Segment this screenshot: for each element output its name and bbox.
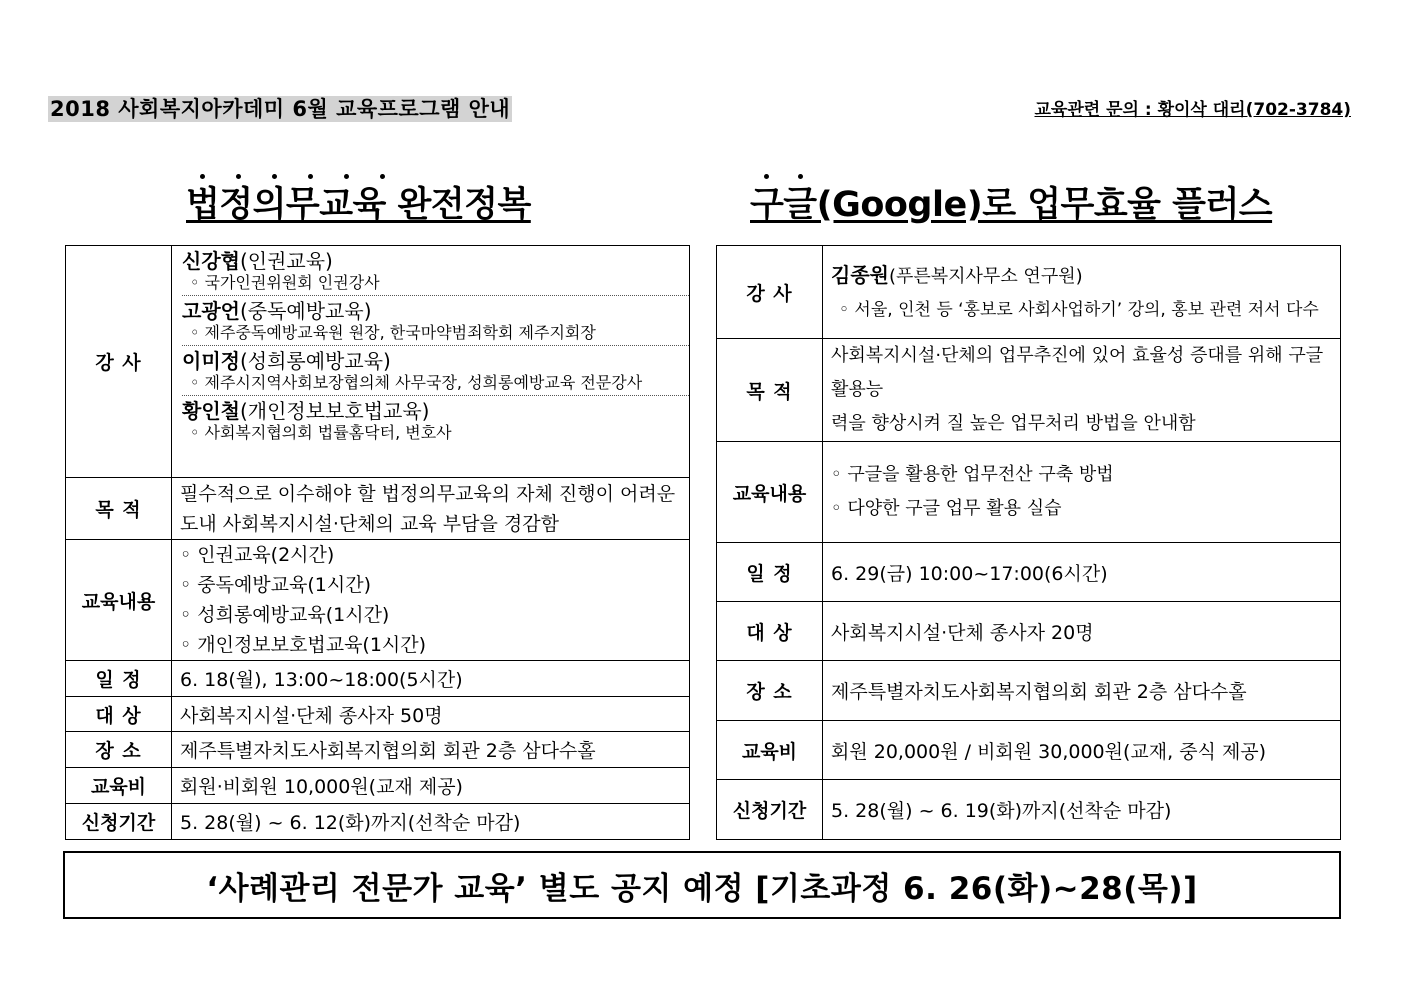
- table-row: [66, 804, 690, 840]
- table-row: [66, 478, 690, 540]
- row-label-purpose: 목 적: [717, 339, 823, 442]
- row-label-purpose: 목 적: [66, 478, 172, 540]
- purpose-text: 필수적으로 이수해야 할 법정의무교육의 자체 진행이 어려운 도내 사회복지시설·단체의 교육 부담을 경감함: [172, 478, 690, 540]
- notice-banner: ‘사례관리 전문가 교육’ 별도 공지 예정 [기초과정 6. 26(화)~28(목)]: [63, 851, 1341, 919]
- speaker-topic: (중독예방교육): [239, 299, 372, 323]
- table-row: [717, 543, 1341, 602]
- emphasis-dot: [344, 174, 349, 179]
- purpose-text: 사회복지시설·단체의 업무추진에 있어 효율성 증대를 위해 구글 활용능 력을 향상시켜 질 높은 업무처리 방법을 안내함: [823, 339, 1341, 442]
- row-label-schedule: 일 정: [66, 661, 172, 697]
- list-item: ◦ 개인정보보호법교육(1시간): [180, 634, 427, 656]
- row-label-schedule: 일 정: [717, 543, 823, 602]
- schedule-value: 6. 29(금) 10:00~17:00(6시간): [823, 543, 1341, 602]
- emphasis-dot: [380, 174, 385, 179]
- speaker-entry: [182, 345, 689, 395]
- emphasis-dot: [200, 174, 205, 179]
- left-section-heading: [186, 182, 531, 228]
- speaker-entry: [182, 246, 689, 295]
- speaker-topic: (성희롱예방교육): [239, 349, 391, 373]
- right-section-heading: [750, 182, 1272, 228]
- content-list: [172, 540, 690, 661]
- row-label-content: 교육내용: [66, 540, 172, 661]
- period-value: 5. 28(월) ~ 6. 12(화)까지(선착순 마감): [172, 804, 690, 840]
- list-item: ◦ 구글을 활용한 업무전산 구축 방법: [831, 464, 1114, 485]
- table-row: [66, 768, 690, 804]
- fee-value: 회원 20,000원 / 비회원 30,000원(교재, 중식 제공): [823, 721, 1341, 780]
- speaker-description: ◦ 국가인권위원회 인권강사: [190, 273, 380, 292]
- legal-education-table: [65, 245, 690, 840]
- google-education-table: [716, 245, 1341, 840]
- row-label-fee: 교육비: [66, 768, 172, 804]
- speaker-description: ◦ 제주시지역사회보장협의체 사무국장, 성희롱예방교육 전문강사: [190, 373, 643, 392]
- fee-value: 회원·비회원 10,000원(교재 제공): [172, 768, 690, 804]
- speaker-entry: [182, 295, 689, 345]
- place-value: 제주특별자치도사회복지협의회 회관 2층 삼다수홀: [172, 732, 690, 768]
- list-item: ◦ 중독예방교육(1시간): [180, 574, 371, 596]
- speaker-topic: (인권교육): [239, 249, 333, 273]
- target-value: 사회복지시설·단체 종사자 50명: [172, 697, 690, 732]
- emphasis-dot: [236, 174, 241, 179]
- speaker-description: ◦ 서울, 인천 등 ‘홍보로 사회사업하기’ 강의, 홍보 관련 저서 다수: [839, 300, 1319, 320]
- emphasis-dot: [272, 174, 277, 179]
- row-label-period: 신청기간: [717, 780, 823, 840]
- emphasis-dot: [764, 174, 769, 179]
- emphasis-dot: [308, 174, 313, 179]
- table-row: [717, 246, 1341, 339]
- schedule-value: 6. 18(월), 13:00~18:00(5시간): [172, 661, 690, 697]
- table-row: [717, 780, 1341, 840]
- speaker-entry: [823, 246, 1341, 339]
- list-item: ◦ 다양한 구글 업무 활용 실습: [831, 498, 1062, 519]
- list-item: ◦ 성희롱예방교육(1시간): [180, 604, 390, 626]
- row-label-fee: 교육비: [717, 721, 823, 780]
- row-label-place: 장 소: [66, 732, 172, 768]
- list-item: ◦ 인권교육(2시간): [180, 544, 335, 566]
- content-list: [823, 442, 1341, 543]
- table-row: [66, 732, 690, 768]
- table-row: [717, 721, 1341, 780]
- table-row: [717, 661, 1341, 721]
- row-label-place: 장 소: [717, 661, 823, 721]
- row-label-period: 신청기간: [66, 804, 172, 840]
- row-label-target: 대 상: [66, 697, 172, 732]
- contact-info: 교육관련 문의 : 황이삭 대리(702-3784): [1034, 100, 1351, 120]
- table-row: [717, 339, 1341, 442]
- place-value: 제주특별자치도사회복지협의회 회관 2층 삼다수홀: [823, 661, 1341, 721]
- speaker-topic: (개인정보보호법교육): [239, 399, 430, 423]
- table-row: [717, 442, 1341, 543]
- left-section-heading-text: 법정의무교육 완전정복: [186, 185, 531, 225]
- target-value: 사회복지시설·단체 종사자 20명: [823, 602, 1341, 661]
- speaker-name: 신강협: [182, 249, 240, 273]
- speaker-description: ◦ 제주중독예방교육원 원장, 한국마약범죄학회 제주지회장: [190, 323, 596, 342]
- row-label-speaker: 강 사: [66, 246, 172, 478]
- speaker-topic: (푸른복지사무소 연구원): [888, 266, 1083, 287]
- speaker-name: 고광언: [182, 299, 240, 323]
- table-row: [717, 602, 1341, 661]
- table-row: [66, 246, 690, 478]
- table-row: [66, 697, 690, 732]
- row-label-target: 대 상: [717, 602, 823, 661]
- row-label-content: 교육내용: [717, 442, 823, 543]
- speaker-name: 이미정: [182, 349, 240, 373]
- table-row: [66, 661, 690, 697]
- speaker-name: 김종원: [831, 263, 889, 287]
- speaker-name: 황인철: [182, 399, 240, 423]
- document-title: 2018 사회복지아카데미 6월 교육프로그램 안내: [50, 97, 511, 121]
- right-section-heading-text: 구글(Google)로 업무효율 플러스: [750, 185, 1273, 225]
- period-value: 5. 28(월) ~ 6. 19(화)까지(선착순 마감): [823, 780, 1341, 840]
- table-row: [66, 540, 690, 661]
- row-label-speaker: 강 사: [717, 246, 823, 339]
- speaker-list: [172, 246, 690, 478]
- emphasis-dot: [798, 174, 803, 179]
- speaker-description: ◦ 사회복지협의회 법률홈닥터, 변호사: [190, 423, 452, 442]
- speaker-entry: [182, 395, 689, 445]
